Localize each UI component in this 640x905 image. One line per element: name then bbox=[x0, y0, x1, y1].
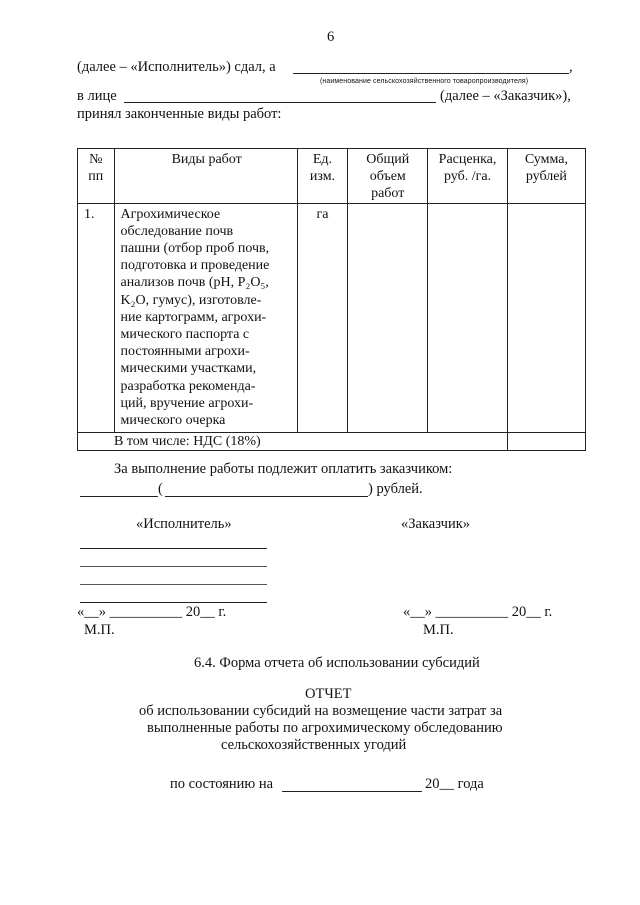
works-table bbox=[77, 148, 586, 451]
row-volume bbox=[348, 203, 428, 432]
executor-sign-line bbox=[80, 584, 267, 585]
table-row bbox=[78, 203, 586, 432]
row-name-line: анализов почв (pH, P₂O₅, bbox=[120, 275, 269, 291]
executor-sign-line bbox=[80, 548, 267, 549]
row-name bbox=[114, 203, 297, 432]
customer-label: «Заказчик» bbox=[401, 516, 470, 532]
executor-sign-line bbox=[80, 602, 267, 603]
intro-line-2-suffix: (далее – «Заказчик»), bbox=[440, 88, 571, 104]
representative-line bbox=[124, 102, 436, 103]
row-name-line: постоянными агрохи- bbox=[120, 344, 250, 360]
header-sum-line: Сумма, bbox=[524, 152, 568, 167]
row-sum bbox=[507, 203, 585, 432]
customer-stamp: М.П. bbox=[423, 622, 454, 638]
vat-row bbox=[78, 432, 586, 450]
header-sum-line: рублей bbox=[525, 169, 567, 185]
row-name-line: K₂O, гумус), изготовле- bbox=[120, 292, 262, 308]
header-unit-line: Ед. bbox=[312, 152, 333, 167]
executor-sign-line bbox=[80, 566, 267, 567]
header-volume bbox=[348, 149, 428, 204]
row-name-line: разработка рекоменда- bbox=[120, 378, 256, 394]
payment-paren-close: ) рублей. bbox=[368, 481, 423, 497]
section-heading: 6.4. Форма отчета об использовании субсидий bbox=[194, 655, 480, 671]
header-rate bbox=[428, 149, 507, 204]
header-unit bbox=[297, 149, 347, 204]
row-name-line: обследование почв bbox=[120, 223, 234, 239]
header-unit-line: изм. bbox=[309, 169, 336, 185]
table-header-row bbox=[78, 149, 586, 204]
executor-label: «Исполнитель» bbox=[136, 516, 232, 532]
row-name-line: мического очерка bbox=[120, 413, 226, 429]
row-name-line: подготовка и проведение bbox=[120, 258, 270, 274]
row-name-line: ние картограмм, агрохи- bbox=[120, 309, 267, 325]
row-unit: га bbox=[297, 203, 347, 432]
report-subtitle-3: сельскохозяйственных угодий bbox=[221, 737, 407, 753]
row-name-line: мическими участками, bbox=[120, 361, 257, 377]
header-num bbox=[78, 149, 115, 204]
row-name-line: мического паспорта с bbox=[120, 327, 250, 343]
payment-line-1: За выполнение работы подлежит оплатить заказчиком: bbox=[114, 461, 453, 477]
payment-paren-open: ( bbox=[158, 481, 163, 497]
manufacturer-caption: (наименование сельскохозяйственного товаропроизводителя) bbox=[320, 78, 529, 85]
executor-date: «__» __________ 20__ г. bbox=[77, 604, 227, 620]
intro-line-1: (далее – «Исполнитель») сдал, а bbox=[77, 59, 276, 75]
header-volume-line: объем bbox=[369, 169, 406, 185]
vat-sum bbox=[507, 432, 585, 450]
report-title: ОТЧЕТ bbox=[305, 686, 352, 702]
as-of-suffix: 20__ года bbox=[425, 776, 484, 792]
header-volume-line: работ bbox=[371, 186, 405, 202]
intro-line-1-comma: , bbox=[569, 59, 573, 75]
row-name-line: ций, вручение агрохи- bbox=[120, 395, 254, 411]
page-number: 6 bbox=[327, 29, 335, 45]
header-num-line: пп bbox=[88, 169, 104, 185]
header-rate-line: руб. /га. bbox=[443, 169, 492, 185]
row-name-line: Агрохимическое bbox=[120, 206, 221, 222]
manufacturer-name-line bbox=[293, 73, 569, 74]
report-subtitle-1: об использовании субсидий на возмещение части затрат за bbox=[139, 703, 503, 719]
intro-line-2-prefix: в лице bbox=[77, 88, 117, 104]
header-volume-line: Общий bbox=[366, 152, 410, 167]
row-name-line: пашни (отбор проб почв, bbox=[120, 241, 270, 257]
executor-stamp: М.П. bbox=[84, 622, 115, 638]
header-name bbox=[114, 149, 297, 204]
as-of-prefix: по состоянию на bbox=[170, 776, 274, 792]
row-rate bbox=[428, 203, 507, 432]
header-sum bbox=[507, 149, 585, 204]
as-of-date-line bbox=[282, 791, 422, 792]
header-rate-line: Расценка, bbox=[438, 152, 497, 167]
vat-label: В том числе: НДС (18%) bbox=[78, 432, 508, 450]
payment-words-line bbox=[165, 496, 368, 497]
row-num: 1. bbox=[78, 203, 115, 432]
header-num-line: № bbox=[89, 152, 103, 167]
intro-line-3: принял законченные виды работ: bbox=[77, 106, 282, 122]
report-subtitle-2: выполненные работы по агрохимическому обследованию bbox=[147, 720, 503, 736]
payment-amount-line bbox=[80, 496, 158, 497]
header-name-line: Виды работ bbox=[171, 152, 242, 167]
customer-date: «__» __________ 20__ г. bbox=[403, 604, 553, 620]
